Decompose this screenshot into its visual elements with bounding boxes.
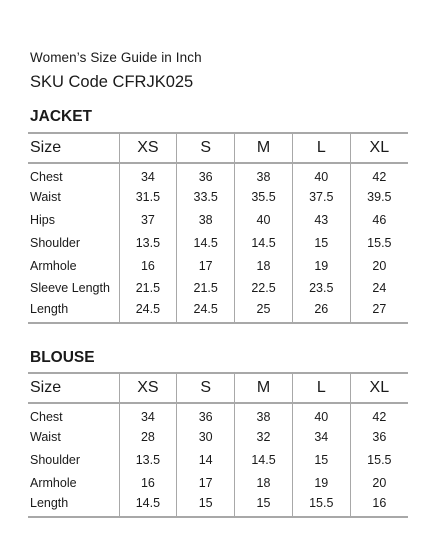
row-label: Hips bbox=[30, 212, 56, 227]
blouse-size-table bbox=[28, 372, 408, 518]
table-cell: 19 bbox=[292, 254, 350, 277]
table-cell: 28 bbox=[119, 426, 177, 449]
size-s-header: S bbox=[177, 373, 235, 403]
table-cell: 15.5 bbox=[350, 231, 408, 254]
table-cell: 34 bbox=[119, 403, 177, 426]
table-cell: 38 bbox=[177, 209, 235, 232]
table-cell: 31.5 bbox=[119, 186, 177, 209]
table-cell: 17 bbox=[177, 254, 235, 277]
table-row bbox=[28, 163, 408, 186]
table-cell: 19 bbox=[292, 471, 350, 494]
table-cell: 32 bbox=[235, 426, 293, 449]
row-label: Armhole bbox=[30, 475, 77, 490]
table-cell: 22.5 bbox=[235, 277, 293, 300]
table-header-row bbox=[28, 373, 408, 403]
table-cell: 21.5 bbox=[177, 277, 235, 300]
table-cell: 36 bbox=[177, 403, 235, 426]
size-l-header: L bbox=[292, 133, 350, 163]
table-cell: 37.5 bbox=[292, 186, 350, 209]
table-cell: 15 bbox=[235, 494, 293, 517]
table-cell: 18 bbox=[235, 254, 293, 277]
row-label: Length bbox=[28, 494, 119, 517]
table-cell: 42 bbox=[350, 163, 408, 186]
table-cell: 14.5 bbox=[235, 449, 293, 472]
size-xs-header: XS bbox=[119, 373, 177, 403]
table-cell: 15.5 bbox=[350, 449, 408, 472]
table-cell: 14.5 bbox=[119, 494, 177, 517]
table-cell: 20 bbox=[350, 471, 408, 494]
table-cell: 46 bbox=[350, 209, 408, 232]
table-cell: 15 bbox=[292, 231, 350, 254]
table-row bbox=[28, 494, 408, 517]
table-row bbox=[28, 209, 408, 232]
size-column-header: Size bbox=[28, 373, 119, 403]
table-cell: 24 bbox=[350, 277, 408, 300]
table-row bbox=[28, 300, 408, 323]
row-label: Chest bbox=[30, 409, 63, 424]
size-xl-header: XL bbox=[350, 373, 408, 403]
table-cell: 15 bbox=[292, 449, 350, 472]
row-label: Sleeve Length bbox=[30, 281, 110, 296]
size-m-header: M bbox=[235, 133, 293, 163]
table-cell: 14.5 bbox=[235, 231, 293, 254]
table-cell: 27 bbox=[350, 300, 408, 323]
table-cell: 17 bbox=[177, 471, 235, 494]
table-row bbox=[28, 449, 408, 472]
table-cell: 25 bbox=[235, 300, 293, 323]
table-cell: 23.5 bbox=[292, 277, 350, 300]
table-row bbox=[28, 254, 408, 277]
table-row bbox=[28, 231, 408, 254]
sku-code: SKU Code CFRJK025 bbox=[30, 73, 194, 91]
table-cell: 40 bbox=[292, 403, 350, 426]
row-label: Chest bbox=[30, 169, 63, 184]
table-cell: 30 bbox=[177, 426, 235, 449]
table-cell: 16 bbox=[350, 494, 408, 517]
table-row bbox=[28, 277, 408, 300]
size-m-header: M bbox=[235, 373, 293, 403]
table-cell: 38 bbox=[235, 163, 293, 186]
size-xl-header: XL bbox=[350, 133, 408, 163]
table-cell: 35.5 bbox=[235, 186, 293, 209]
table-header-row bbox=[28, 133, 408, 163]
table-cell: 14 bbox=[177, 449, 235, 472]
table-cell: 40 bbox=[235, 209, 293, 232]
table-row bbox=[28, 403, 408, 426]
table-cell: 34 bbox=[119, 163, 177, 186]
row-label: Length bbox=[28, 300, 119, 323]
table-row bbox=[28, 186, 408, 209]
table-cell: 24.5 bbox=[177, 300, 235, 323]
row-label: Armhole bbox=[30, 258, 77, 273]
table-row bbox=[28, 426, 408, 449]
table-cell: 18 bbox=[235, 471, 293, 494]
size-s-header: S bbox=[177, 133, 235, 163]
table-cell: 16 bbox=[119, 471, 177, 494]
table-cell: 24.5 bbox=[119, 300, 177, 323]
row-label: Waist bbox=[30, 430, 61, 445]
table-cell: 16 bbox=[119, 254, 177, 277]
blouse-section-title: BLOUSE bbox=[30, 349, 95, 366]
table-cell: 13.5 bbox=[119, 231, 177, 254]
row-label: Waist bbox=[30, 190, 61, 205]
table-cell: 39.5 bbox=[350, 186, 408, 209]
row-label: Shoulder bbox=[30, 452, 81, 467]
table-cell: 43 bbox=[292, 209, 350, 232]
jacket-section-title: JACKET bbox=[30, 108, 93, 125]
table-cell: 21.5 bbox=[119, 277, 177, 300]
jacket-size-table bbox=[28, 132, 408, 324]
size-column-header: Size bbox=[28, 133, 119, 163]
table-cell: 34 bbox=[292, 426, 350, 449]
table-cell: 37 bbox=[119, 209, 177, 232]
size-xs-header: XS bbox=[119, 133, 177, 163]
table-cell: 20 bbox=[350, 254, 408, 277]
size-l-header: L bbox=[292, 373, 350, 403]
table-cell: 15 bbox=[177, 494, 235, 517]
table-cell: 38 bbox=[235, 403, 293, 426]
row-label: Shoulder bbox=[30, 235, 81, 250]
table-row bbox=[28, 471, 408, 494]
table-cell: 26 bbox=[292, 300, 350, 323]
table-cell: 42 bbox=[350, 403, 408, 426]
table-cell: 13.5 bbox=[119, 449, 177, 472]
table-cell: 36 bbox=[177, 163, 235, 186]
table-cell: 15.5 bbox=[292, 494, 350, 517]
table-cell: 33.5 bbox=[177, 186, 235, 209]
table-cell: 36 bbox=[350, 426, 408, 449]
table-cell: 40 bbox=[292, 163, 350, 186]
guide-title: Women’s Size Guide in Inch bbox=[30, 50, 202, 65]
table-cell: 14.5 bbox=[177, 231, 235, 254]
